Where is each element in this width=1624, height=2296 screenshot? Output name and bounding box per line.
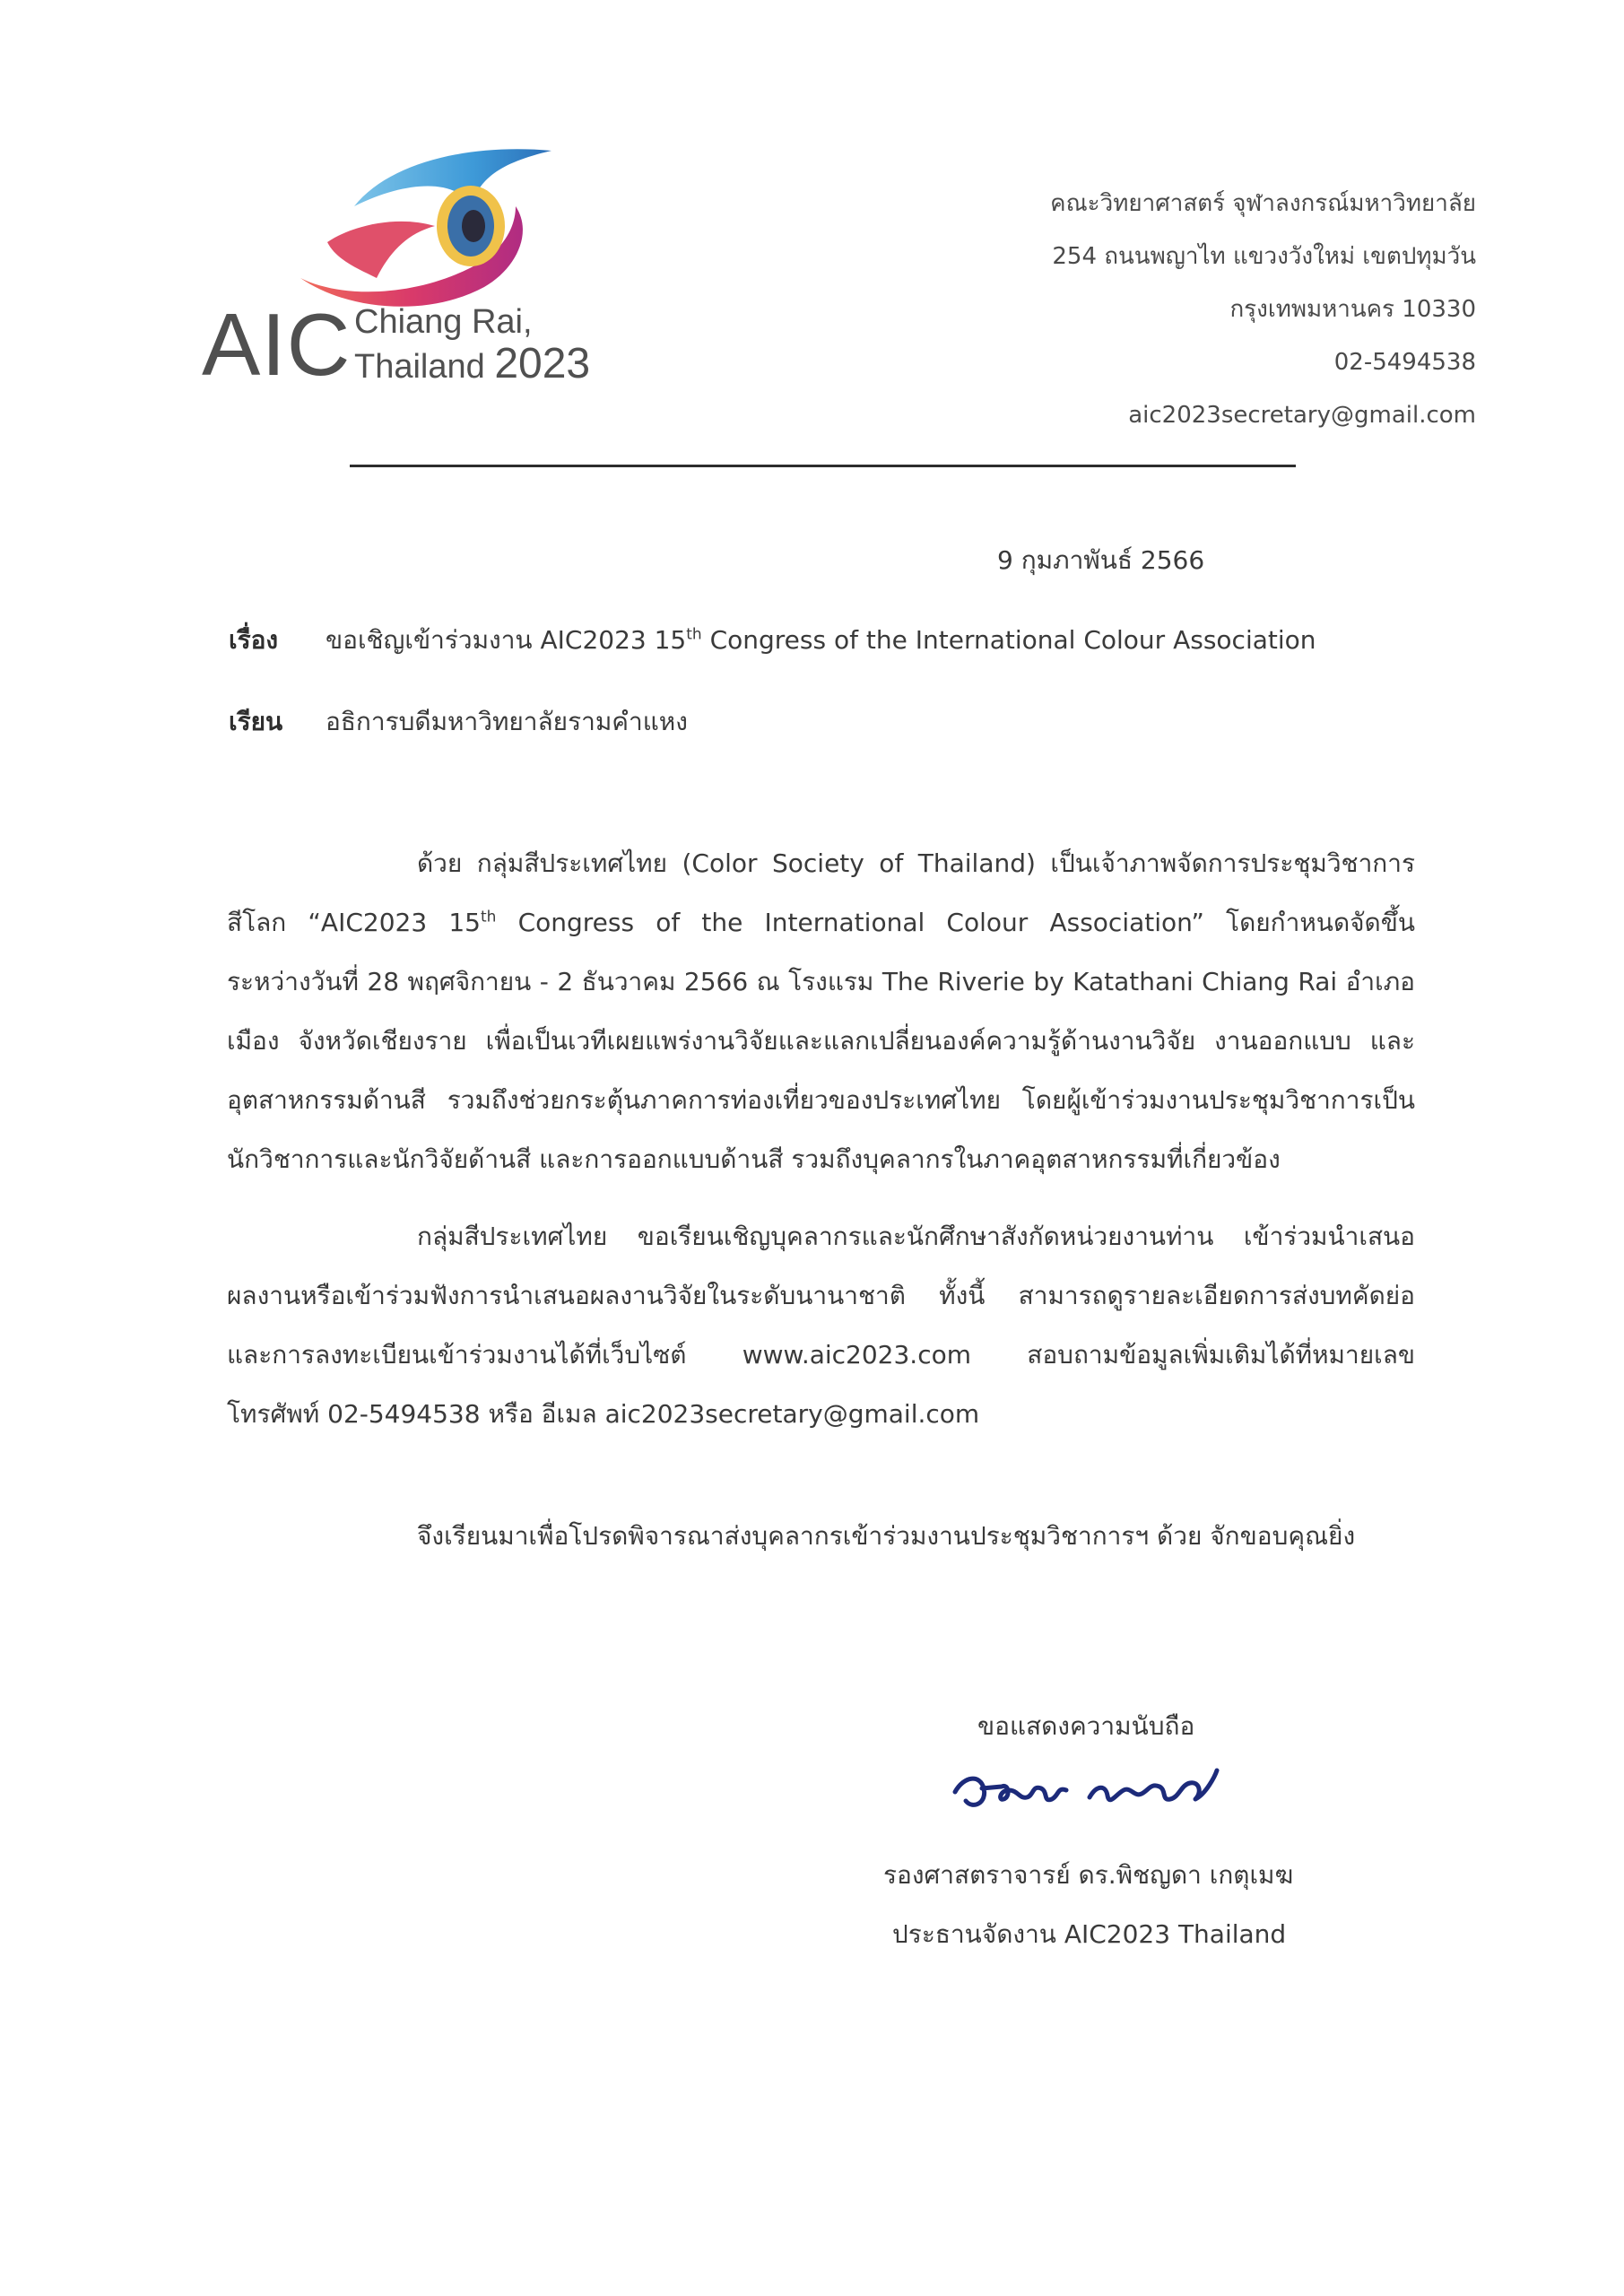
paragraph-line: กลุ่มสีประเทศไทย ขอเรียนเชิญบุคลากรและนักศึกษาสังกัดหน่วยงานท่าน เข้าร่วมนำเสนอ [417, 1222, 1415, 1251]
subject-row [229, 621, 1316, 660]
signer-name: รองศาสตราจารย์ ดร.พิชญดา เกตุเมฆ [883, 1860, 1294, 1890]
paragraph-line: โทรศัพท์ 02-5494538 หรือ อีเมล aic2023secretary@gmail.com [227, 1399, 980, 1429]
logo-city-text: Chiang Rai, [354, 303, 533, 341]
subject-label: เรื่อง [229, 625, 279, 655]
paragraph-line: นักวิชาการและนักวิจัยด้านสี และการออกแบบด้านสี รวมถึงบุคลากรในภาคอุตสาหกรรมที่เกี่ยวข้อง [227, 1144, 1281, 1174]
address-line: 254 ถนนพญาไท แขวงวังใหม่ เขตปทุมวัน [1052, 243, 1476, 270]
body-paragraph-2 [227, 1207, 1415, 1444]
paragraph-superscript: th [480, 908, 497, 926]
paragraph-line: อุตสาหกรรมด้านสี รวมถึงช่วยกระตุ้นภาคการท่องเที่ยวของประเทศไทย โดยผู้เข้าร่วมงานประชุมวิชาการเป็น [227, 1085, 1415, 1115]
subject-text-after: Congress of the International Colour Association [701, 625, 1316, 655]
recipient-row [229, 702, 688, 742]
address-line: คณะวิทยาศาสตร์ จุฬาลงกรณ์มหาวิทยาลัย [1050, 190, 1476, 217]
paragraph-text: สีโลก “AIC2023 15 [227, 908, 481, 937]
aic-logo [202, 144, 623, 394]
recipient-text: อธิการบดีมหาวิทยาลัยรามคำแหง [326, 707, 688, 736]
sender-address [1050, 178, 1476, 442]
paragraph-line: เมือง จังหวัดเชียงราย เพื่อเป็นเวทีเผยแพร่งานวิจัยและแลกเปลี่ยนองค์ความรู้ด้านงานวิจัย งานออกแบบ และ [227, 1026, 1415, 1056]
handwritten-signature [946, 1758, 1224, 1822]
paragraph-line: ระหว่างวันที่ 28 พฤศจิกายน - 2 ธันวาคม 2566 ณ โรงแรม The Riverie by Katathani Chiang Rai อำเภอ [227, 967, 1415, 996]
address-email: aic2023secretary@gmail.com [1128, 402, 1476, 429]
subject-text-before: ขอเชิญเข้าร่วมงาน AIC2023 15 [326, 625, 687, 655]
recipient-label: เรียน [229, 707, 283, 736]
body-paragraph-1 [227, 834, 1415, 1189]
letter-date: 9 กุมภาพันธ์ 2566 [997, 545, 1205, 575]
logo-year-text: 2023 [494, 340, 591, 387]
header-divider [350, 465, 1296, 467]
address-line: กรุงเทพมหานคร 10330 [1229, 296, 1476, 323]
logo-country-text: Thailand [354, 348, 485, 386]
body-paragraph-3 [227, 1507, 1415, 1566]
closing-salutation: ขอแสดงความนับถือ [977, 1711, 1195, 1741]
paragraph-line: ด้วย กลุ่มสีประเทศไทย (Color Society of Thailand) เป็นเจ้าภาพจัดการประชุมวิชาการ [417, 848, 1415, 878]
signer-title: ประธานจัดงาน AIC2023 Thailand [892, 1919, 1287, 1949]
paragraph-line: และการลงทะเบียนเข้าร่วมงานได้ที่เว็บไซต์ www.aic2023.com สอบถามข้อมูลเพิ่มเติมได้ที่หมายเลข [227, 1340, 1415, 1370]
logo-country-year [354, 339, 590, 388]
logo-aic-text: AIC [202, 295, 352, 394]
subject-superscript: th [686, 625, 702, 644]
address-phone: 02-5494538 [1333, 349, 1476, 376]
paragraph-line: ผลงานหรือเข้าร่วมฟังการนำเสนอผลงานวิจัยในระดับนานาชาติ ทั้งนี้ สามารถดูรายละเอียดการส่งบทคัดย่อ [227, 1281, 1415, 1310]
paragraph-line [227, 893, 1415, 952]
paragraph-text: Congress of the International Colour Association” โดยกำหนดจัดขึ้น [496, 908, 1415, 937]
paragraph-line: จึงเรียนมาเพื่อโปรดพิจารณาส่งบุคลากรเข้าร่วมงานประชุมวิชาการฯ ด้วย จักขอบคุณยิ่ง [417, 1521, 1356, 1551]
